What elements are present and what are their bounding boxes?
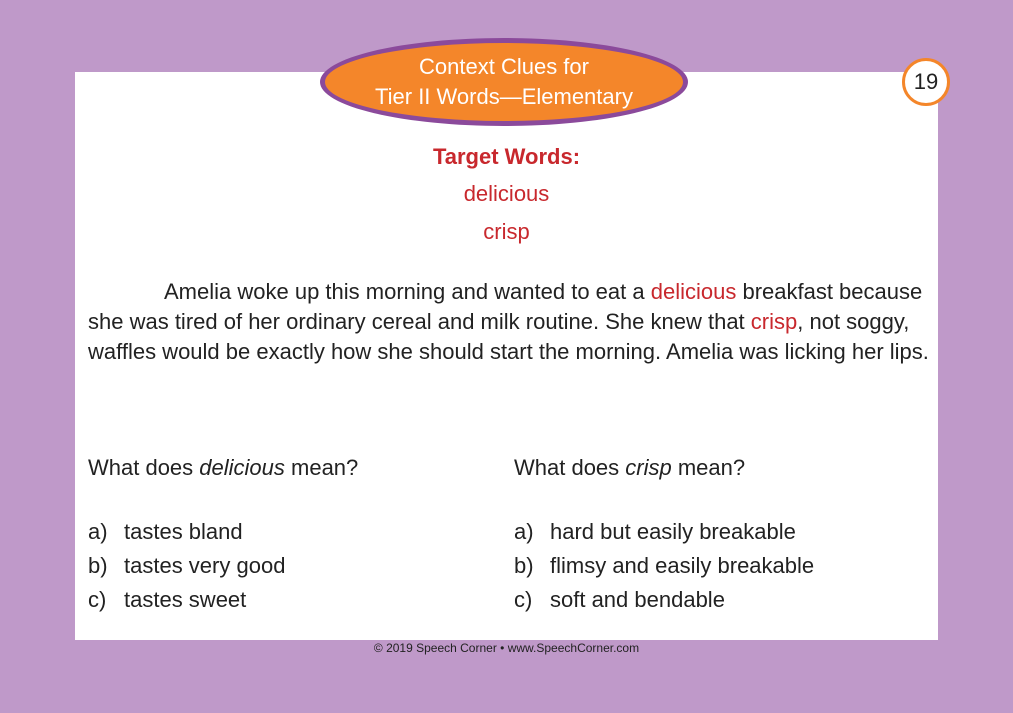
options-delicious: [88, 517, 285, 619]
question-prefix: What does: [514, 455, 626, 480]
question-crisp: [514, 455, 745, 481]
option-text: tastes very good: [124, 553, 286, 578]
question-word: delicious: [199, 455, 285, 480]
story-passage: [88, 277, 938, 367]
option-letter: b): [514, 553, 534, 578]
option-text: tastes bland: [124, 519, 243, 544]
option-letter: a): [88, 519, 108, 544]
option-text: tastes sweet: [124, 587, 247, 612]
page-number-badge: 19: [902, 58, 950, 106]
options-crisp: [514, 517, 814, 619]
option-text: hard but easily breakable: [550, 519, 796, 544]
option-a[interactable]: [88, 517, 285, 551]
passage-highlight-delicious: delicious: [650, 279, 737, 304]
option-a[interactable]: [514, 517, 814, 551]
option-letter: c): [88, 587, 107, 612]
option-text: flimsy and easily breakable: [550, 553, 815, 578]
passage-text-3: , not soggy, waffles would be exactly how she should start the morning. Amelia was licking her lips.: [88, 309, 929, 364]
option-b[interactable]: [88, 551, 285, 585]
banner-line-1: Context Clues for: [419, 54, 589, 79]
option-letter: c): [514, 587, 533, 612]
question-prefix: What does: [88, 455, 200, 480]
option-text: soft and bendable: [550, 587, 725, 612]
option-letter: b): [88, 553, 108, 578]
question-suffix: mean?: [671, 455, 746, 480]
passage-text-2: breakfast because she was tired of her ordinary cereal and milk routine. She knew that: [88, 279, 923, 334]
option-b[interactable]: [514, 551, 814, 585]
question-suffix: mean?: [284, 455, 359, 480]
option-letter: a): [514, 519, 534, 544]
option-c[interactable]: [88, 585, 285, 619]
target-words-heading: Target Words:: [432, 144, 581, 169]
target-word-crisp: crisp: [483, 219, 530, 244]
passage-text-1: Amelia woke up this morning and wanted to eat a: [164, 279, 651, 304]
banner-line-2: Tier II Words—Elementary: [375, 84, 633, 109]
question-delicious: [88, 455, 358, 481]
question-word: crisp: [625, 455, 672, 480]
target-word-delicious: delicious: [463, 181, 550, 206]
passage-highlight-crisp: crisp: [750, 309, 798, 334]
copyright-footer: © 2019 Speech Corner • www.SpeechCorner.com: [373, 641, 640, 655]
option-c[interactable]: [514, 585, 814, 619]
title-banner: [320, 38, 688, 126]
